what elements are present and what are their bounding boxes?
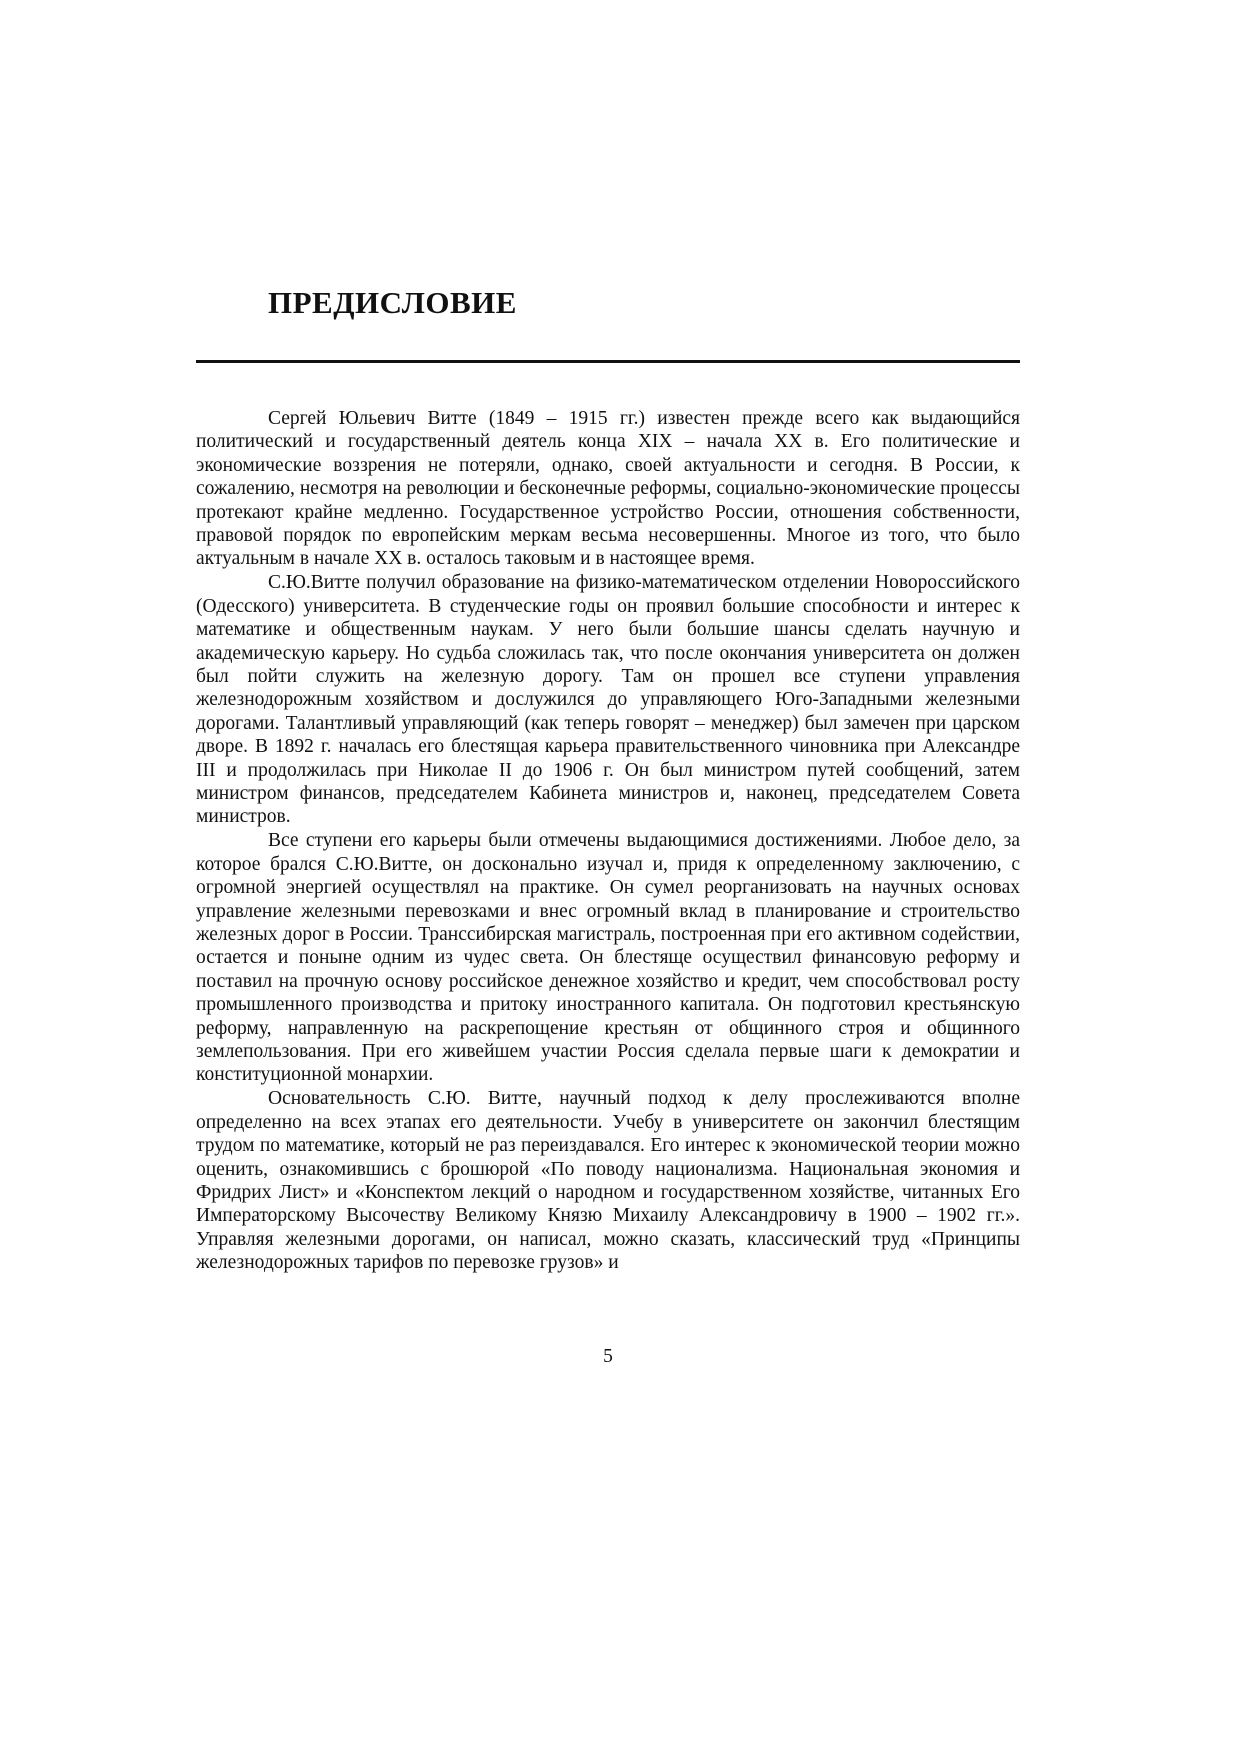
paragraph: Основательность С.Ю. Витте, научный подход к делу прослеживаются вполне определенно на всех этапах его деятельности. Учебу в университете он закончил блестящим трудом по математике, который не раз переиздавался. Его интерес к экономической теории можно оценить, ознакомившись с брошюрой «По поводу национализма. Национальная экономия и Фридрих Лист» и «Конспектом лекций о народном и государственном хозяйстве, читанных Его Императорскому Высочеству Великому Князю Михаилу Александровичу в 1900 – 1902 гг.». Управляя железными дорогами, он написал, можно сказать, классический труд «Принципы железнодорожных тарифов по перевозке грузов» и (196, 1088, 1020, 1274)
title-divider (196, 360, 1020, 363)
page-number: 5 (603, 1346, 613, 1367)
paragraph: Сергей Юльевич Витте (1849 – 1915 гг.) известен прежде всего как выдающийся политический и государственный деятель конца XIX – начала XX в. Его политические и экономические воззрения не потеряли, однако, своей актуальности и сегодня. В России, к сожалению, несмотря на революции и бесконечные реформы, социально-экономические процессы протекают крайне медленно. Государственное устройство России, отношения собственности, правовой порядок по европейским меркам весьма несовершенны. Многое из того, что было актуальным в начале XX в. осталось таковым и в настоящее время. (196, 408, 1020, 570)
paragraph: С.Ю.Витте получил образование на физико-математическом отделении Новороссийского (Одесского) университета. В студенческие годы он проявил большие способности и интерес к математике и общественным наукам. У него были большие шансы сделать научную и академическую карьеру. Но судьба сложилась так, что после окончания университета он должен был пойти служить на железную дорогу. Там он прошел все ступени управления железнодорожным хозяйством и дослужился до управляющего Юго-Западными железными дорогами. Талантливый управляющий (как теперь говорят – менеджер) был замечен при царском дворе. В 1892 г. началась его блестящая карьера правительственного чиновника при Александре III и продолжилась при Николае II до 1906 г. Он был министром путей сообщений, затем министром финансов, председателем Кабинета министров и, наконец, председателем Совета министров. (196, 572, 1020, 828)
page-title: ПРЕДИСЛОВИЕ (268, 285, 517, 320)
body-text (196, 407, 1020, 1275)
paragraph: Все ступени его карьеры были отмечены выдающимися достижениями. Любое дело, за которое брался С.Ю.Витте, он досконально изучал и, придя к определенному заключению, с огромной энергией осуществлял на практике. Он сумел реорганизовать на научных основах управление железными перевозками и внес огромный вклад в планирование и строительство железных дорог в России. Транссибирская магистраль, построенная при его активном содействии, остается и поныне одним из чудес света. Он блестяще осуществил финансовую реформу и поставил на прочную основу российское денежное хозяйство и кредит, чем способствовал росту промышленного производства и притоку иностранного капитала. Он подготовил крестьянскую реформу, направленную на раскрепощение крестьян от общинного строя и общинного землепользования. При его живейшем участии Россия сделала первые шаги к демократии и конституционной монархии. (196, 830, 1020, 1086)
